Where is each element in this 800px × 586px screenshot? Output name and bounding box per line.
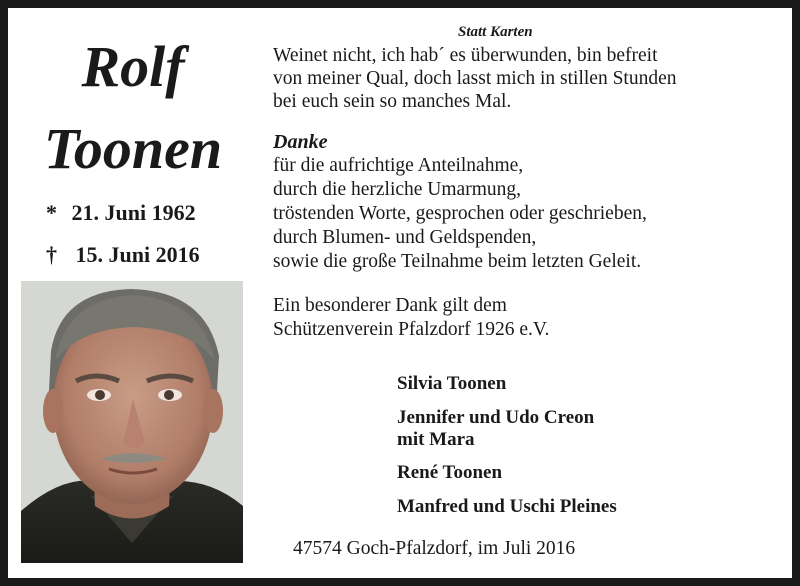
signer — [397, 462, 617, 484]
danke-heading: Danke — [273, 131, 328, 153]
thanks-line: sowie die große Teilnahme beim letzten Geleit. — [273, 251, 642, 272]
portrait-photo — [21, 281, 243, 563]
special-thanks-line: Schützenverein Pfalzdorf 1926 e.V. — [273, 319, 550, 340]
signer-name: Jennifer und Udo Creon — [397, 407, 595, 428]
thanks-line: durch Blumen- und Geldspenden, — [273, 227, 537, 248]
thanks-line: für die aufrichtige Anteilnahme, — [273, 155, 524, 176]
place-and-date: 47574 Goch-Pfalzdorf, im Juli 2016 — [293, 538, 576, 559]
thanks-line: durch die herzliche Umarmung, — [273, 179, 521, 200]
signer-name: mit Mara — [397, 429, 475, 450]
signers-list — [397, 373, 617, 530]
portrait-illustration — [21, 281, 243, 563]
first-name: Rolf — [81, 34, 185, 99]
birth-date: 21. Juni 1962 — [71, 200, 196, 225]
poem-line: Weinet nicht, ich hab´ es überwunden, bin befreit — [273, 45, 658, 66]
poem-verse — [273, 44, 676, 113]
signer — [397, 373, 617, 395]
signer — [397, 407, 617, 451]
signer-name: René Toonen — [397, 462, 503, 483]
special-thanks-line: Ein besonderer Dank gilt dem — [273, 295, 507, 316]
statt-karten-heading: Statt Karten — [458, 24, 533, 40]
left-column — [8, 8, 258, 578]
last-name: Toonen — [43, 116, 223, 181]
right-column — [273, 8, 793, 578]
poem-line: bei euch sein so manches Mal. — [273, 91, 512, 112]
special-thanks-text — [273, 294, 549, 342]
death-date: 15. Juni 2016 — [75, 242, 200, 267]
birth-star-symbol: * — [46, 200, 57, 225]
birth-date-line — [46, 202, 196, 224]
signer-name: Manfred und Uschi Pleines — [397, 496, 617, 517]
thanks-text — [273, 154, 647, 274]
signer-name: Silvia Toonen — [397, 373, 507, 394]
poem-line: von meiner Qual, doch lasst mich in stillen Stunden — [273, 68, 677, 89]
death-cross-symbol: † — [46, 242, 57, 267]
death-date-line — [46, 244, 200, 266]
thanks-line: tröstenden Worte, gesprochen oder geschrieben, — [273, 203, 647, 224]
signer — [397, 496, 617, 518]
